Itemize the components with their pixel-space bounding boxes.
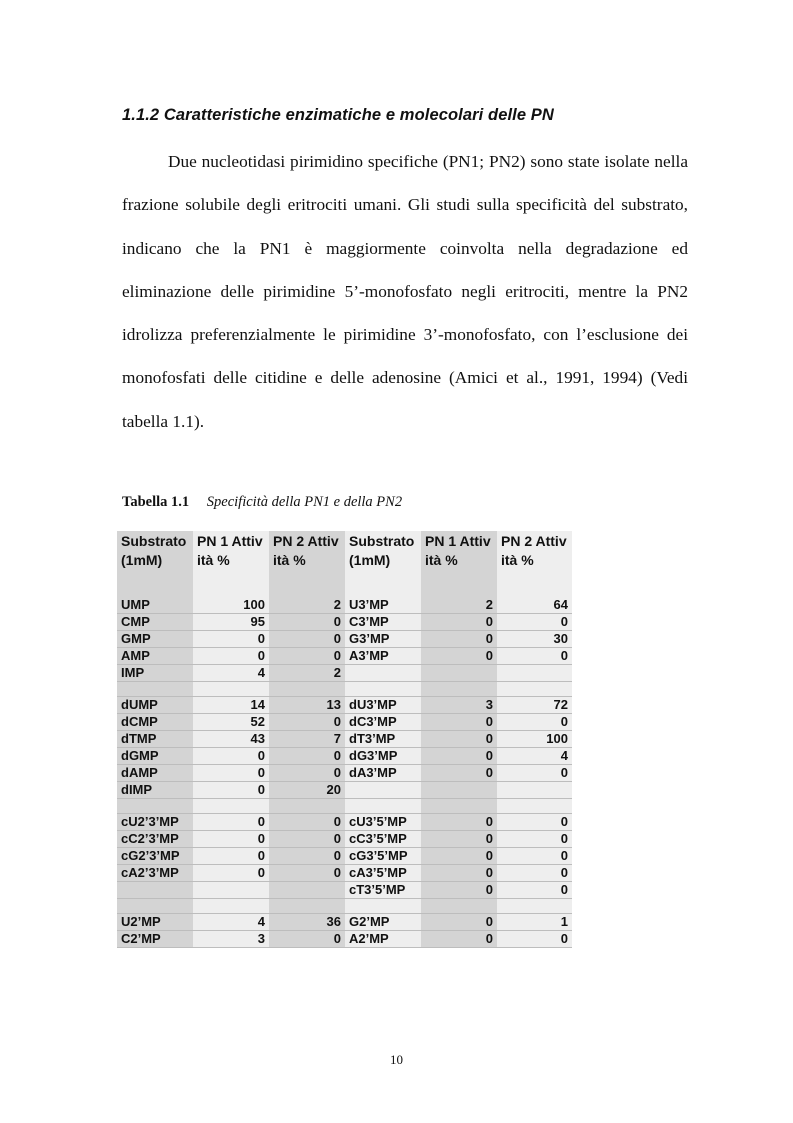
cell-substrate-left: U2’MP <box>117 914 193 931</box>
table-row <box>117 865 572 882</box>
cell-substrate-right: dU3’MP <box>345 697 421 714</box>
cell-pn1-left: 0 <box>193 648 269 665</box>
cell-pn1-left <box>193 799 269 814</box>
cell-pn1-right: 0 <box>421 714 497 731</box>
cell-substrate-left: CMP <box>117 614 193 631</box>
cell-pn2-left: 36 <box>269 914 345 931</box>
cell-substrate-left: dUMP <box>117 697 193 714</box>
table-row <box>117 831 572 848</box>
cell-substrate-left <box>117 682 193 697</box>
table-row <box>117 814 572 831</box>
cell-pn1-right: 0 <box>421 848 497 865</box>
cell-substrate-right: dA3’MP <box>345 765 421 782</box>
table-caption <box>122 494 402 511</box>
cell-pn1-right: 0 <box>421 648 497 665</box>
cell-pn1-right: 0 <box>421 814 497 831</box>
cell-pn2-right <box>497 665 572 682</box>
table-row <box>117 714 572 731</box>
cell-pn2-left: 0 <box>269 814 345 831</box>
table-row <box>117 697 572 714</box>
cell-pn1-right <box>421 899 497 914</box>
cell-pn2-left: 0 <box>269 614 345 631</box>
table-caption-label: Tabella 1.1 <box>122 494 190 510</box>
cell-pn2-right <box>497 899 572 914</box>
cell-substrate-left: dTMP <box>117 731 193 748</box>
cell-pn1-left: 95 <box>193 614 269 631</box>
cell-substrate-left: IMP <box>117 665 193 682</box>
specificity-table <box>117 531 572 948</box>
cell-pn2-right <box>497 682 572 697</box>
cell-substrate-left <box>117 899 193 914</box>
cell-pn1-right: 0 <box>421 631 497 648</box>
section-heading: 1.1.2 Caratteristiche enzimatiche e molecolari delle PN <box>122 106 554 124</box>
cell-pn1-right: 0 <box>421 765 497 782</box>
table-caption-description: Specificità della PN1 e della PN2 <box>206 494 403 510</box>
cell-substrate-left: cU2’3’MP <box>117 814 193 831</box>
cell-substrate-right: cA3’5’MP <box>345 865 421 882</box>
cell-pn1-left: 14 <box>193 697 269 714</box>
table-row <box>117 748 572 765</box>
cell-substrate-right <box>345 665 421 682</box>
cell-pn2-left: 0 <box>269 631 345 648</box>
paragraph-text: Due nucleotidasi pirimidino specifiche (PN1; PN2) sono state isolate nella frazione solubile degli eritrociti umani. Gli studi sulla specificità del substrato, indicano che la PN1 è maggiormente coinvolta nella degradazione ed eliminazione delle pirimidine 5’-monofosfato negli eritrociti, mentre la PN2 idrolizza preferenzialmente le pirimidine 3’-monofosfato, con l’esclusione dei monofosfati delle citidine e delle adenosine (Amici et al., 1991, 1994) (Vedi tabella 1.1). <box>122 152 688 431</box>
cell-pn2-left <box>269 899 345 914</box>
cell-pn2-left: 0 <box>269 831 345 848</box>
cell-pn2-right <box>497 799 572 814</box>
header-pn1-left: PN 1 Attività % <box>193 531 269 597</box>
cell-pn2-right: 4 <box>497 748 572 765</box>
cell-pn1-right <box>421 782 497 799</box>
cell-pn2-left: 7 <box>269 731 345 748</box>
cell-pn1-right: 0 <box>421 914 497 931</box>
cell-substrate-right: A2’MP <box>345 931 421 948</box>
cell-substrate-right <box>345 899 421 914</box>
cell-pn2-right <box>497 782 572 799</box>
table-header-row <box>117 531 572 597</box>
cell-pn2-left <box>269 799 345 814</box>
cell-substrate-right: cG3’5’MP <box>345 848 421 865</box>
header-pn2-left: PN 2 Attività % <box>269 531 345 597</box>
cell-pn1-left: 0 <box>193 748 269 765</box>
cell-pn1-left: 0 <box>193 765 269 782</box>
cell-pn2-left: 20 <box>269 782 345 799</box>
cell-substrate-right: A3’MP <box>345 648 421 665</box>
cell-pn2-right: 30 <box>497 631 572 648</box>
table-row <box>117 765 572 782</box>
cell-pn2-right: 72 <box>497 697 572 714</box>
cell-substrate-left: UMP <box>117 597 193 614</box>
body-paragraph <box>122 140 688 443</box>
cell-substrate-left: dAMP <box>117 765 193 782</box>
table-row <box>117 882 572 899</box>
table-row <box>117 614 572 631</box>
cell-pn1-right: 2 <box>421 597 497 614</box>
cell-pn2-left <box>269 682 345 697</box>
cell-substrate-left <box>117 882 193 899</box>
cell-pn1-right <box>421 682 497 697</box>
cell-substrate-right: dC3’MP <box>345 714 421 731</box>
table-body <box>117 597 572 948</box>
cell-pn1-left <box>193 882 269 899</box>
cell-pn2-right: 0 <box>497 848 572 865</box>
cell-pn2-left: 0 <box>269 648 345 665</box>
cell-pn2-right: 0 <box>497 648 572 665</box>
header-substrate-right: Substrato (1mM) <box>345 531 421 597</box>
cell-substrate-right: dT3’MP <box>345 731 421 748</box>
cell-pn1-left: 0 <box>193 831 269 848</box>
table-row <box>117 848 572 865</box>
table-row <box>117 648 572 665</box>
cell-pn1-left: 100 <box>193 597 269 614</box>
table-row <box>117 597 572 614</box>
cell-pn1-right <box>421 799 497 814</box>
cell-pn1-left: 0 <box>193 814 269 831</box>
cell-substrate-left: dCMP <box>117 714 193 731</box>
cell-pn2-left: 0 <box>269 931 345 948</box>
table-row <box>117 631 572 648</box>
cell-substrate-right <box>345 682 421 697</box>
cell-pn2-right: 0 <box>497 814 572 831</box>
cell-pn2-left <box>269 882 345 899</box>
cell-substrate-right: cC3’5’MP <box>345 831 421 848</box>
cell-pn1-left: 0 <box>193 631 269 648</box>
cell-substrate-right: U3’MP <box>345 597 421 614</box>
cell-substrate-left: cA2’3’MP <box>117 865 193 882</box>
table-row <box>117 782 572 799</box>
table-row <box>117 682 572 697</box>
cell-pn1-right: 0 <box>421 731 497 748</box>
cell-substrate-left: dIMP <box>117 782 193 799</box>
cell-substrate-left: GMP <box>117 631 193 648</box>
header-substrate-left: Substrato (1mM) <box>117 531 193 597</box>
cell-pn1-right: 0 <box>421 865 497 882</box>
cell-substrate-right: dG3’MP <box>345 748 421 765</box>
cell-pn2-right: 0 <box>497 865 572 882</box>
table-row <box>117 914 572 931</box>
cell-pn1-right: 0 <box>421 882 497 899</box>
cell-pn1-right: 3 <box>421 697 497 714</box>
cell-pn1-left: 52 <box>193 714 269 731</box>
cell-pn2-right: 64 <box>497 597 572 614</box>
cell-pn2-left: 2 <box>269 665 345 682</box>
cell-pn1-left <box>193 682 269 697</box>
cell-pn1-left: 0 <box>193 848 269 865</box>
cell-substrate-right <box>345 799 421 814</box>
table-row <box>117 799 572 814</box>
cell-substrate-right: C3’MP <box>345 614 421 631</box>
cell-substrate-left: C2’MP <box>117 931 193 948</box>
cell-substrate-right: G2’MP <box>345 914 421 931</box>
cell-substrate-left: cC2’3’MP <box>117 831 193 848</box>
cell-pn1-right: 0 <box>421 614 497 631</box>
cell-pn2-left: 2 <box>269 597 345 614</box>
cell-substrate-right <box>345 782 421 799</box>
cell-substrate-left: AMP <box>117 648 193 665</box>
cell-substrate-right: cT3’5’MP <box>345 882 421 899</box>
header-pn1-right: PN 1 Attività % <box>421 531 497 597</box>
cell-substrate-left <box>117 799 193 814</box>
cell-pn2-left: 0 <box>269 765 345 782</box>
table-row <box>117 665 572 682</box>
cell-pn1-left: 0 <box>193 865 269 882</box>
cell-pn2-left: 0 <box>269 714 345 731</box>
cell-pn2-left: 0 <box>269 748 345 765</box>
table-row <box>117 899 572 914</box>
cell-pn1-left: 43 <box>193 731 269 748</box>
cell-pn2-right: 0 <box>497 882 572 899</box>
cell-pn1-left: 3 <box>193 931 269 948</box>
page-number: 10 <box>390 1052 403 1067</box>
cell-pn1-left: 4 <box>193 665 269 682</box>
cell-pn1-right: 0 <box>421 831 497 848</box>
cell-pn1-left <box>193 899 269 914</box>
cell-pn1-left: 0 <box>193 782 269 799</box>
cell-pn1-right: 0 <box>421 931 497 948</box>
cell-pn2-right: 0 <box>497 765 572 782</box>
header-pn2-right: PN 2 Attività % <box>497 531 572 597</box>
cell-pn2-right: 0 <box>497 931 572 948</box>
cell-pn2-left: 0 <box>269 848 345 865</box>
cell-substrate-left: dGMP <box>117 748 193 765</box>
cell-pn2-left: 0 <box>269 865 345 882</box>
cell-pn1-right <box>421 665 497 682</box>
cell-pn2-right: 0 <box>497 831 572 848</box>
cell-substrate-right: cU3’5’MP <box>345 814 421 831</box>
cell-substrate-right: G3’MP <box>345 631 421 648</box>
cell-pn1-left: 4 <box>193 914 269 931</box>
cell-pn2-right: 0 <box>497 614 572 631</box>
cell-pn2-right: 100 <box>497 731 572 748</box>
table-row <box>117 931 572 948</box>
cell-pn2-left: 13 <box>269 697 345 714</box>
cell-pn2-right: 0 <box>497 714 572 731</box>
cell-pn2-right: 1 <box>497 914 572 931</box>
cell-pn1-right: 0 <box>421 748 497 765</box>
cell-substrate-left: cG2’3’MP <box>117 848 193 865</box>
table-row <box>117 731 572 748</box>
